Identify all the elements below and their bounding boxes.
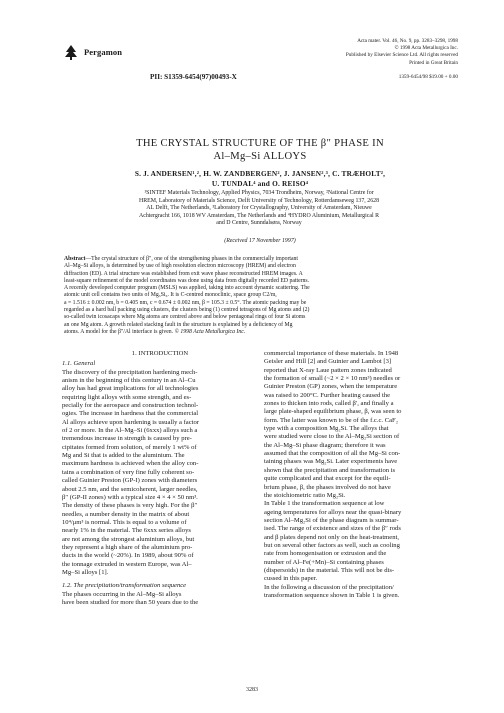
- text-line: form. The latter was known to be of the f.c.c. CaF₂: [264, 416, 399, 424]
- text-line: Guinier Preston (GP) zones, when the temperature: [264, 383, 398, 391]
- article-title: [60, 137, 460, 163]
- title-line: Al–Mg–Si ALLOYS: [213, 151, 307, 162]
- text-line: section Al–Mg₂Si of the phase diagram is summar-: [264, 516, 399, 524]
- text-line: taining phases was Mg₂Si. Later experiments have: [264, 458, 398, 466]
- text-line: reported that X-ray Laue pattern zones indicated: [264, 366, 392, 374]
- text-line: needles, a number density in the matrix of about: [62, 510, 190, 518]
- text-line: quite complicated and that except for the equili-: [264, 475, 391, 483]
- abstract: [64, 256, 450, 336]
- abstract-text: atoms. A model for the β″/Al interface is given.: [64, 328, 174, 335]
- text-line: type with a composition Mg₂Si. The alloys that: [264, 425, 389, 433]
- text-line: cussed in this paper.: [264, 575, 318, 583]
- publisher-name: Pergamon: [84, 47, 123, 57]
- abstract-line: regarded as a hard ball packing using clusters, the clusters being (1) centred tetragons of Mg atoms and (2): [64, 307, 310, 314]
- abstract-label: Abstract: [64, 256, 86, 262]
- text-line: transformation sequence shown in Table 1 is given.: [264, 591, 400, 599]
- affiliation-line: AL Delft, The Netherlands, ³Laboratory for Crystallography, University of Amsterdam, Nieuwe: [146, 205, 372, 212]
- text-line: ducts in the world (~20%). In 1989, about 90% of: [62, 552, 194, 560]
- left-column: [62, 350, 258, 607]
- subsection-heading: 1.2. The precipitation/transformation sequence: [62, 582, 187, 590]
- journal-citation: Acta mater. Vol. 46, No. 9, pp. 3283–3298, 1998: [357, 38, 458, 44]
- section-heading: 1. INTRODUCTION: [131, 350, 189, 357]
- abstract-copyright: © 1998 Acta Metallurgica Inc.: [174, 328, 246, 335]
- abstract-line: Al–Mg–Si alloys, is determined by use of high resolution electron microscopy (HREM) and electron: [64, 263, 296, 270]
- text-line: Mg and Si that is added to the aluminium. The: [62, 452, 185, 460]
- abstract-line: an one Mg atom. A growth related stacking fault in the structure is explained by a deficiency of Mg: [64, 321, 293, 328]
- text-line: β″ (GP-II zones) with a typical size 4 × 4 × 50 nm³.: [62, 493, 198, 501]
- journal-copyright: © 1998 Acta Metallurgica Inc.: [394, 45, 458, 52]
- text-line: the formation of small (~2 × 2 × 10 nm³) needles or: [264, 375, 401, 383]
- text-line: the tonnage extruded in western Europe, was Al–: [62, 560, 192, 568]
- text-line: but on several other factors as well, such as cooling: [264, 541, 400, 549]
- author-line: S. J. ANDERSEN¹,², H. W. ZANDBERGEN², J. JANSEN²,³, C. TRÆHOLT²,: [134, 169, 386, 178]
- text-line: ageing temperatures for alloys near the quasi-binary: [264, 508, 402, 516]
- author-line: U. TUNDAL⁴ and O. REISO⁴: [211, 179, 309, 188]
- text-line: number of Al–Fe(+Mn)–Si containing phases: [264, 558, 384, 566]
- paragraph: [264, 500, 460, 583]
- text-line: In the following a discussion of the precipitation/: [264, 583, 394, 591]
- text-line: was raised to 200°C. Further heating caused the: [264, 391, 391, 399]
- abstract-line: a = 1.516 ± 0.002 nm, b = 0.405 nm, c = 0.674 ± 0.002 nm, β = 105.3 ± 0.5°. The atomic packing may be: [64, 299, 307, 306]
- text-line: In Table 1 the transformation sequence at low: [264, 500, 385, 508]
- text-line: of 2 or more. In the Al–Mg–Si (6xxx) alloys such a: [62, 427, 198, 435]
- pii-identifier: PII: S1359-6454(97)00493-X: [150, 73, 237, 81]
- text-line: shown that the precipitation and transformation is: [264, 466, 396, 474]
- title-line: THE CRYSTAL STRUCTURE OF THE β″ PHASE IN: [136, 138, 384, 149]
- text-line: The discovery of the precipitation hardening mech-: [62, 368, 198, 376]
- journal-printed: Printed in Great Britain: [409, 59, 458, 66]
- abstract-text: —The crystal structure of β″, one of the strengthening phases in the commercially important: [85, 256, 298, 262]
- text-line: alloy has had great implications for all technologies: [62, 385, 199, 393]
- text-line: assumed that the composition of all the Mg–Si con-: [264, 450, 401, 458]
- text-line: The density of these phases is very high. For the β″: [62, 502, 198, 510]
- journal-info: [238, 38, 458, 67]
- abstract-line: [64, 329, 450, 336]
- text-line: brium phase, β, the phases involved do not have: [264, 483, 391, 491]
- text-line: nearly 1% in the material. The 6xxx series alloys: [62, 527, 191, 535]
- abstract-line: so-called twin icosacaps where Mg atoms are centred above and below pentagonal rings of four Si atoms: [64, 314, 306, 321]
- abstract-line: diffraction (ED). A trial structure was established from exit wave phase reconstructed HREM images. A: [64, 270, 303, 277]
- abstract-line: A recently developed computer program (MSLS) was applied, taking into account dynamic scattering. The: [64, 285, 310, 292]
- text-line: tains a combination of very fine fully coherent so-: [62, 468, 195, 476]
- text-line: Mg–Si alloys [1].: [62, 568, 109, 576]
- right-column: [264, 350, 460, 600]
- text-line: are not among the strongest aluminium alloys, but: [62, 535, 195, 543]
- text-line: Al alloys achieve upon hardening is usually a factor: [62, 418, 199, 426]
- paragraph: [264, 584, 460, 601]
- text-line: (dispersoids) in the material. This will not be dis-: [264, 566, 395, 574]
- text-line: the stoichiometric ratio Mg₂Si.: [264, 491, 346, 499]
- text-line: 10⁴/μm³ is normal. This is equal to a volume of: [62, 518, 187, 526]
- text-line: about 2.5 nm, and the semicoherent, larger needles,: [62, 485, 198, 493]
- journal-rights: Published by Elsevier Science Ltd. All rights reserved: [345, 52, 458, 59]
- text-line: ised. The range of existence and sizes of the β″ rods: [264, 525, 401, 533]
- abstract-line: least-square refinement of the model coordinates was done using data from digitally recorded ED patterns.: [64, 277, 310, 284]
- text-line: called Guinier Preston (GP-I) zones with diameters: [62, 477, 198, 485]
- text-line: rate from homogenisation or extrusion and the: [264, 550, 387, 558]
- paragraph-gap: [62, 577, 258, 581]
- subsection-body: [62, 591, 258, 608]
- text-line: tremendous increase in strength is caused by pre-: [62, 435, 192, 443]
- text-line: commercial importance of these materials. In 1948: [264, 350, 399, 357]
- text-line: have been studied for more than 50 years due to the: [62, 598, 199, 606]
- text-line: large plate-shaped equilibrium phase, β, was seen to: [264, 408, 402, 416]
- author-list: [50, 169, 470, 189]
- affiliation-line: HREM, Laboratory of Materials Science, Delft University of Technology, Rotterdamseweg 137, 2628: [138, 197, 380, 204]
- text-line: and β plates depend not only on the heat-treatment,: [264, 533, 400, 541]
- text-line: they represent a high share of the aluminium pro-: [62, 543, 193, 551]
- text-line: zones to thicken into rods, called β′, and finally a: [264, 400, 394, 408]
- text-line: Geisler and Hill [2] and Guinier and Lambot [3]: [264, 358, 392, 366]
- text-line: cipitates formed from solution, of merely 1 wt% of: [62, 443, 197, 451]
- text-line: were studied were close to the Al–Mg₂Si section of: [264, 433, 400, 441]
- affiliation-line: and D Centre, Sunndalsøra, Norway: [216, 220, 302, 227]
- affiliation-line: ¹SINTEF Materials Technology, Applied Physics, 7034 Trondheim, Norway, ²National Centre for: [144, 190, 374, 196]
- subsection-body: [62, 369, 258, 578]
- affiliations: [44, 190, 474, 228]
- affiliation-line: Achtergracht 166, 1018 WV Amsterdam, The Netherlands and ⁴HYDRO Aluminium, Metallurgical R: [138, 212, 380, 219]
- text-line: requiring light alloys with some strength, and es-: [62, 393, 192, 401]
- issn-price: 1359-6454/98 $19.00 + 0.00: [398, 74, 458, 80]
- pergamon-tree-icon: [62, 44, 80, 60]
- text-line: anism in the beginning of this century in an Al–Cu: [62, 377, 196, 385]
- page-number: 3283: [246, 687, 258, 693]
- text-line: The phases occurring in the Al–Mg–Si alloys: [62, 590, 182, 598]
- text-line: the Al–Mg–Si phase diagram; therefore it was: [264, 441, 386, 449]
- subsection-heading: 1.1. General: [62, 360, 96, 368]
- publisher-logo: [62, 44, 122, 60]
- received-date: (Received 17 November 1997): [224, 238, 296, 244]
- text-line: pecially for the aerospace and construction technol-: [62, 402, 199, 410]
- text-line: ogies. The increase in hardness that the commercial: [62, 410, 199, 418]
- paragraph: [264, 350, 460, 500]
- text-line: maximum hardness is achieved when the alloy con-: [62, 460, 199, 468]
- abstract-line: atomic unit cell contains two units of Mg₅Si₆. It is C-centred monoclinic, space group C2/m,: [64, 292, 277, 299]
